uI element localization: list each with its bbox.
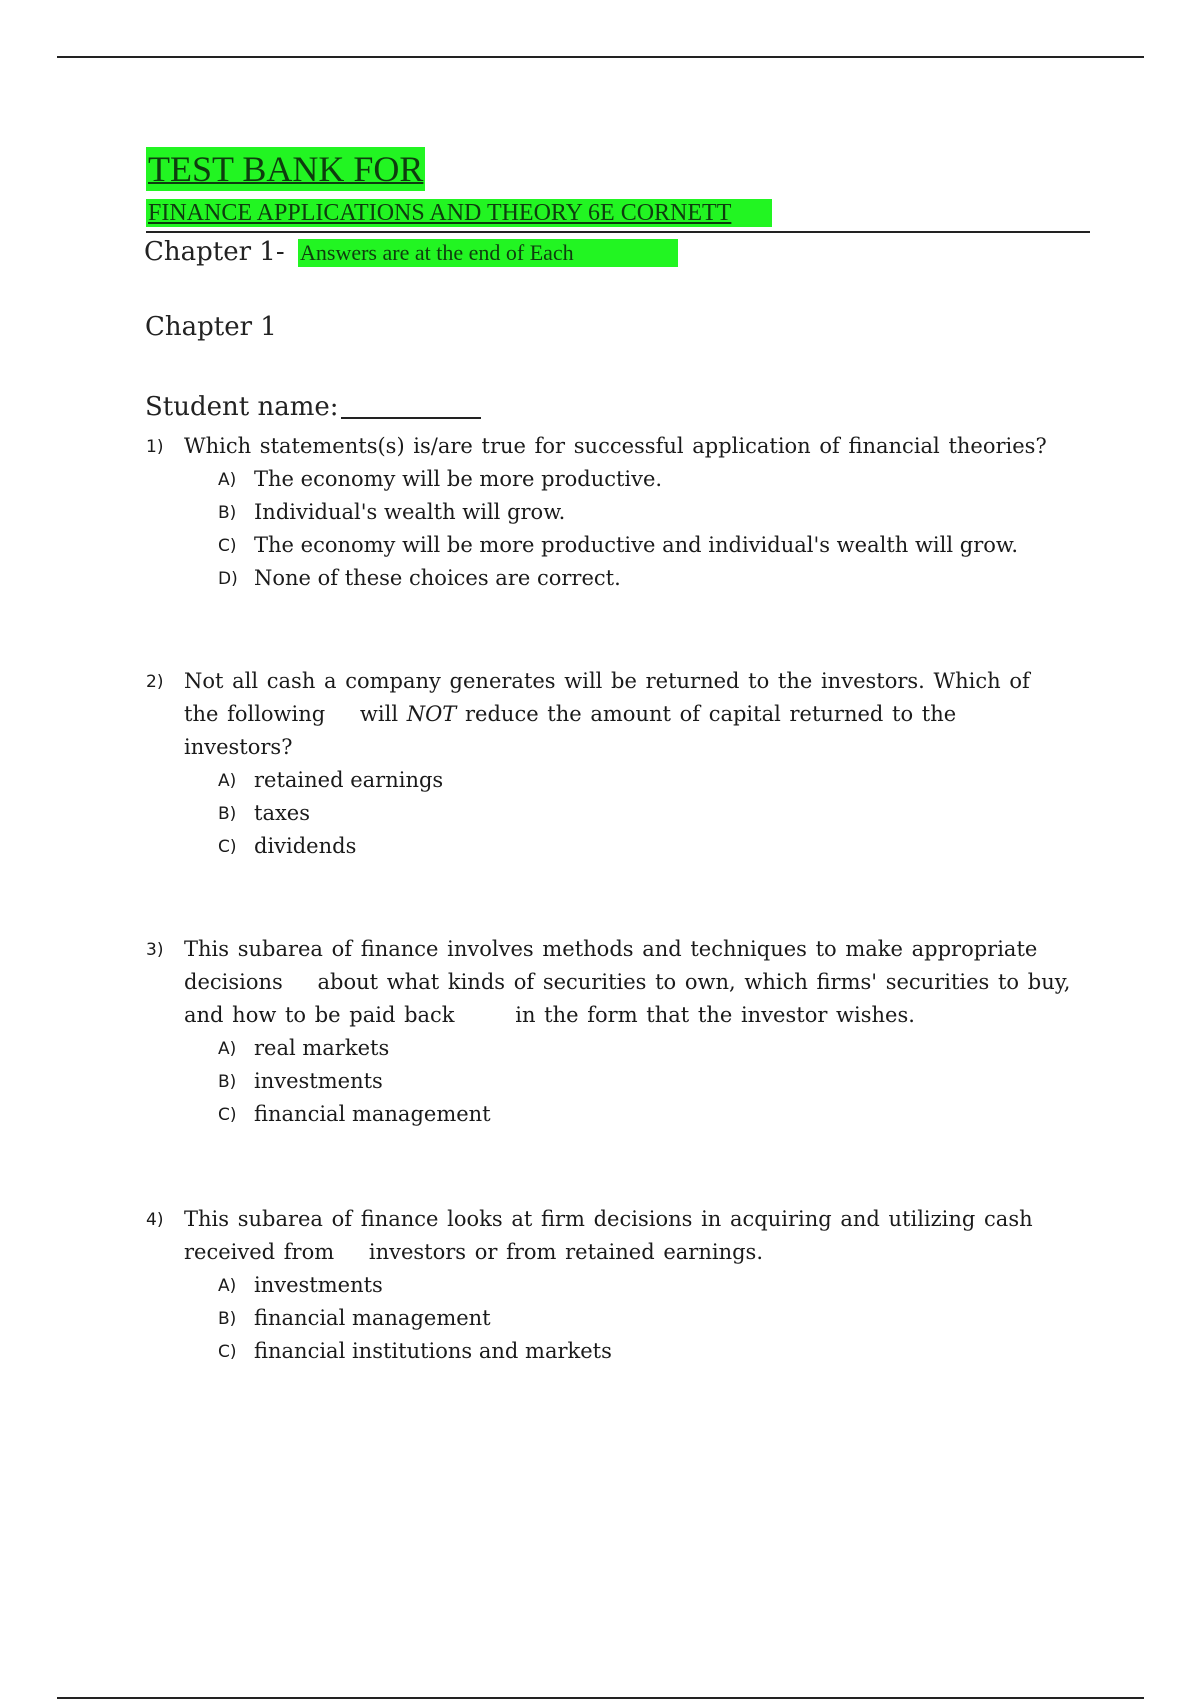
student-name-blank[interactable] bbox=[341, 391, 481, 419]
top-rule bbox=[57, 56, 1144, 58]
choice-text: The economy will be more productive. bbox=[254, 467, 663, 491]
choice-letter: A) bbox=[218, 470, 237, 490]
choice-text: financial management bbox=[254, 1102, 491, 1126]
choice-letter: C) bbox=[218, 536, 237, 556]
question-text bbox=[180, 1203, 1086, 1269]
answer-choice[interactable] bbox=[146, 1269, 1086, 1302]
answer-choices bbox=[146, 764, 1086, 863]
choice-text: taxes bbox=[254, 801, 311, 825]
choice-text: Individual's wealth will grow. bbox=[254, 500, 566, 524]
chapter-line: Chapter 1- bbox=[144, 237, 285, 267]
question-text-line: and how to be paid back in the form that the investor wishes. bbox=[184, 1003, 915, 1027]
question-text-line: This subarea of finance involves methods and techniques to make appropriate bbox=[184, 937, 1038, 961]
choice-text: financial institutions and markets bbox=[254, 1339, 612, 1363]
choice-letter: A) bbox=[218, 1276, 237, 1296]
question-number: 1) bbox=[146, 437, 164, 457]
choice-letter: B) bbox=[218, 1309, 237, 1329]
answer-choices bbox=[146, 463, 1086, 595]
answer-choice[interactable] bbox=[146, 1335, 1086, 1368]
question-number: 4) bbox=[146, 1210, 164, 1230]
question-text-line: Which statements(s) is/are true for successful application of financial theories? bbox=[184, 434, 1047, 458]
choice-letter: C) bbox=[218, 837, 237, 857]
answer-choice[interactable] bbox=[146, 1032, 1086, 1065]
choice-letter: B) bbox=[218, 503, 237, 523]
question-text bbox=[180, 665, 1086, 764]
answer-choice[interactable] bbox=[146, 562, 1086, 595]
choice-letter: A) bbox=[218, 771, 237, 791]
choice-text: investments bbox=[254, 1273, 383, 1297]
answer-choice[interactable] bbox=[146, 496, 1086, 529]
question-text-line: decisions about what kinds of securities to own, which firms' securities to buy, bbox=[184, 970, 1071, 994]
document-title: TEST BANK FOR bbox=[148, 149, 424, 189]
question-text-line: the following will NOT reduce the amount of capital returned to the bbox=[184, 702, 957, 726]
question-text-line: investors? bbox=[184, 735, 293, 759]
choice-text: real markets bbox=[254, 1036, 390, 1060]
answer-choices bbox=[146, 1269, 1086, 1368]
choice-text: financial management bbox=[254, 1306, 491, 1330]
answers-note: Answers are at the end of Each bbox=[298, 239, 678, 267]
choice-text: None of these choices are correct. bbox=[254, 566, 621, 590]
answer-choice[interactable] bbox=[146, 463, 1086, 496]
emphasis-not: NOT bbox=[406, 702, 457, 726]
choice-letter: B) bbox=[218, 804, 237, 824]
choice-letter: A) bbox=[218, 1039, 237, 1059]
bottom-rule bbox=[57, 1697, 1144, 1699]
question-text-line: This subarea of finance looks at firm decisions in acquiring and utilizing cash bbox=[184, 1207, 1033, 1231]
choice-text: investments bbox=[254, 1069, 383, 1093]
question-number: 3) bbox=[146, 940, 164, 960]
answer-choice[interactable] bbox=[146, 764, 1086, 797]
choice-letter: C) bbox=[218, 1342, 237, 1362]
answer-choice[interactable] bbox=[146, 797, 1086, 830]
answer-choice[interactable] bbox=[146, 1098, 1086, 1131]
student-name-line bbox=[145, 390, 481, 424]
choice-text: The economy will be more productive and individual's wealth will grow. bbox=[254, 533, 1019, 557]
choice-letter: B) bbox=[218, 1072, 237, 1092]
choice-text: dividends bbox=[254, 834, 357, 858]
question-text bbox=[180, 933, 1086, 1032]
chapter-heading: Chapter 1 bbox=[145, 312, 277, 342]
choice-letter: D) bbox=[218, 569, 238, 589]
title-underline bbox=[146, 231, 1090, 233]
answer-choice[interactable] bbox=[146, 1302, 1086, 1335]
question-text bbox=[180, 430, 1086, 463]
question-text-line: received from investors or from retained earnings. bbox=[184, 1240, 763, 1264]
answer-choices bbox=[146, 1032, 1086, 1131]
question-3 bbox=[146, 933, 1086, 1131]
student-name-label: Student name: bbox=[145, 392, 339, 422]
choice-letter: C) bbox=[218, 1105, 237, 1125]
question-number: 2) bbox=[146, 672, 164, 692]
question-1 bbox=[146, 430, 1086, 595]
question-4 bbox=[146, 1203, 1086, 1368]
question-2 bbox=[146, 665, 1086, 863]
answer-choice[interactable] bbox=[146, 529, 1086, 562]
answer-choice[interactable] bbox=[146, 1065, 1086, 1098]
answer-choice[interactable] bbox=[146, 830, 1086, 863]
question-text-line: Not all cash a company generates will be returned to the investors. Which of bbox=[184, 669, 1030, 693]
choice-text: retained earnings bbox=[254, 768, 444, 792]
document-subtitle: FINANCE APPLICATIONS AND THEORY 6E CORNETT bbox=[146, 199, 772, 227]
